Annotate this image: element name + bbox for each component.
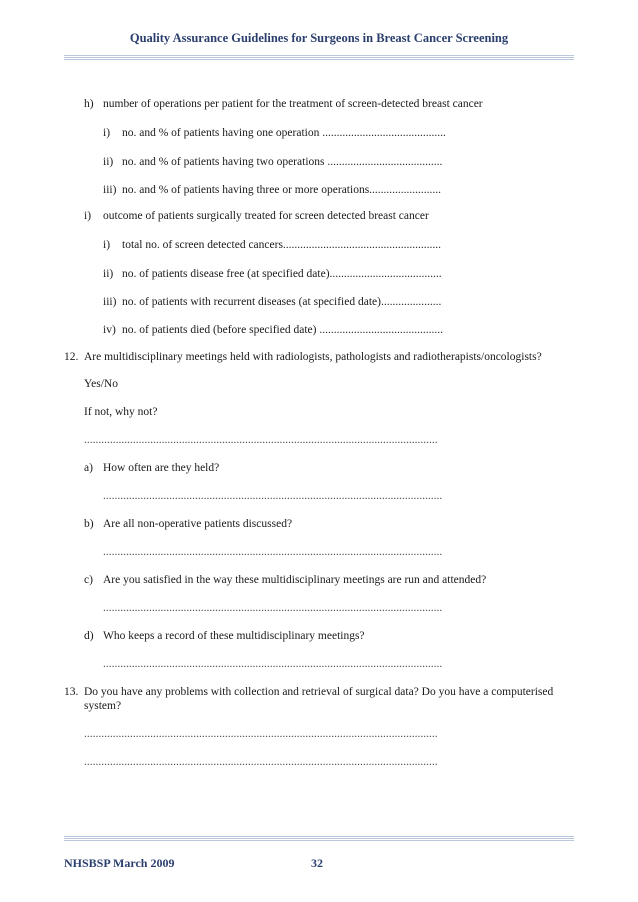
item-marker: a): [84, 462, 93, 474]
footer-rule: [64, 836, 574, 842]
footer-document-id: NHSBSP March 2009: [64, 856, 175, 870]
dotted-answer: ...........................................................................................................................: [84, 434, 438, 446]
item-text: Are you satisfied in the way these multidisciplinary meetings are run and attended?: [103, 574, 487, 586]
item-marker: iii): [103, 296, 117, 308]
header-rule: [64, 55, 574, 61]
dotted-answer: ......................................................................................................................: [103, 602, 443, 614]
item-marker: ii): [103, 268, 114, 280]
item-text: no. and % of patients having one operation ...........................................: [122, 127, 446, 139]
item-marker: i): [103, 239, 111, 251]
item-text: no. of patients with recurrent diseases (at specified date).....................: [122, 296, 442, 308]
item-marker: i): [84, 210, 92, 222]
item-marker: b): [84, 518, 94, 530]
item-text: Who keeps a record of these multidisciplinary meetings?: [103, 630, 365, 642]
item-marker: ii): [103, 156, 114, 168]
question-number: 13.: [64, 686, 79, 698]
question-number: 12.: [64, 351, 79, 363]
item-marker: i): [103, 127, 111, 139]
dotted-answer: ...........................................................................................................................: [84, 756, 438, 768]
if-not-label: If not, why not?: [84, 406, 158, 418]
page-number: 32: [311, 856, 323, 870]
item-marker: iii): [103, 184, 117, 196]
item-marker: d): [84, 630, 94, 642]
dotted-answer: ...........................................................................................................................: [84, 728, 438, 740]
item-text: number of operations per patient for the treatment of screen-detected breast cancer: [103, 98, 483, 110]
item-marker: iv): [103, 324, 116, 336]
yes-no-label: Yes/No: [84, 378, 118, 390]
dotted-answer: ......................................................................................................................: [103, 546, 443, 558]
item-marker: c): [84, 574, 93, 586]
dotted-answer: ......................................................................................................................: [103, 490, 443, 502]
item-text: no. of patients disease free (at specified date).......................................: [122, 268, 442, 280]
question-text-continued: system?: [84, 700, 122, 712]
item-text: Are all non-operative patients discussed?: [103, 518, 293, 530]
question-text: Are multidisciplinary meetings held with radiologists, pathologists and radiotherapists/oncologists?: [84, 351, 542, 363]
item-text: no. and % of patients having two operations ........................................: [122, 156, 443, 168]
dotted-answer: ......................................................................................................................: [103, 658, 443, 670]
item-text: total no. of screen detected cancers.......................................................: [122, 239, 442, 251]
item-text: no. of patients died (before specified date) ...........................................: [122, 324, 443, 336]
item-text: no. and % of patients having three or more operations.........................: [122, 184, 442, 196]
page-header-title: Quality Assurance Guidelines for Surgeons in Breast Cancer Screening: [129, 31, 509, 45]
item-marker: h): [84, 98, 94, 110]
question-text: Do you have any problems with collection and retrieval of surgical data? Do you have a computerised: [84, 686, 554, 698]
item-text: outcome of patients surgically treated for screen detected breast cancer: [103, 210, 429, 222]
item-text: How often are they held?: [103, 462, 220, 474]
